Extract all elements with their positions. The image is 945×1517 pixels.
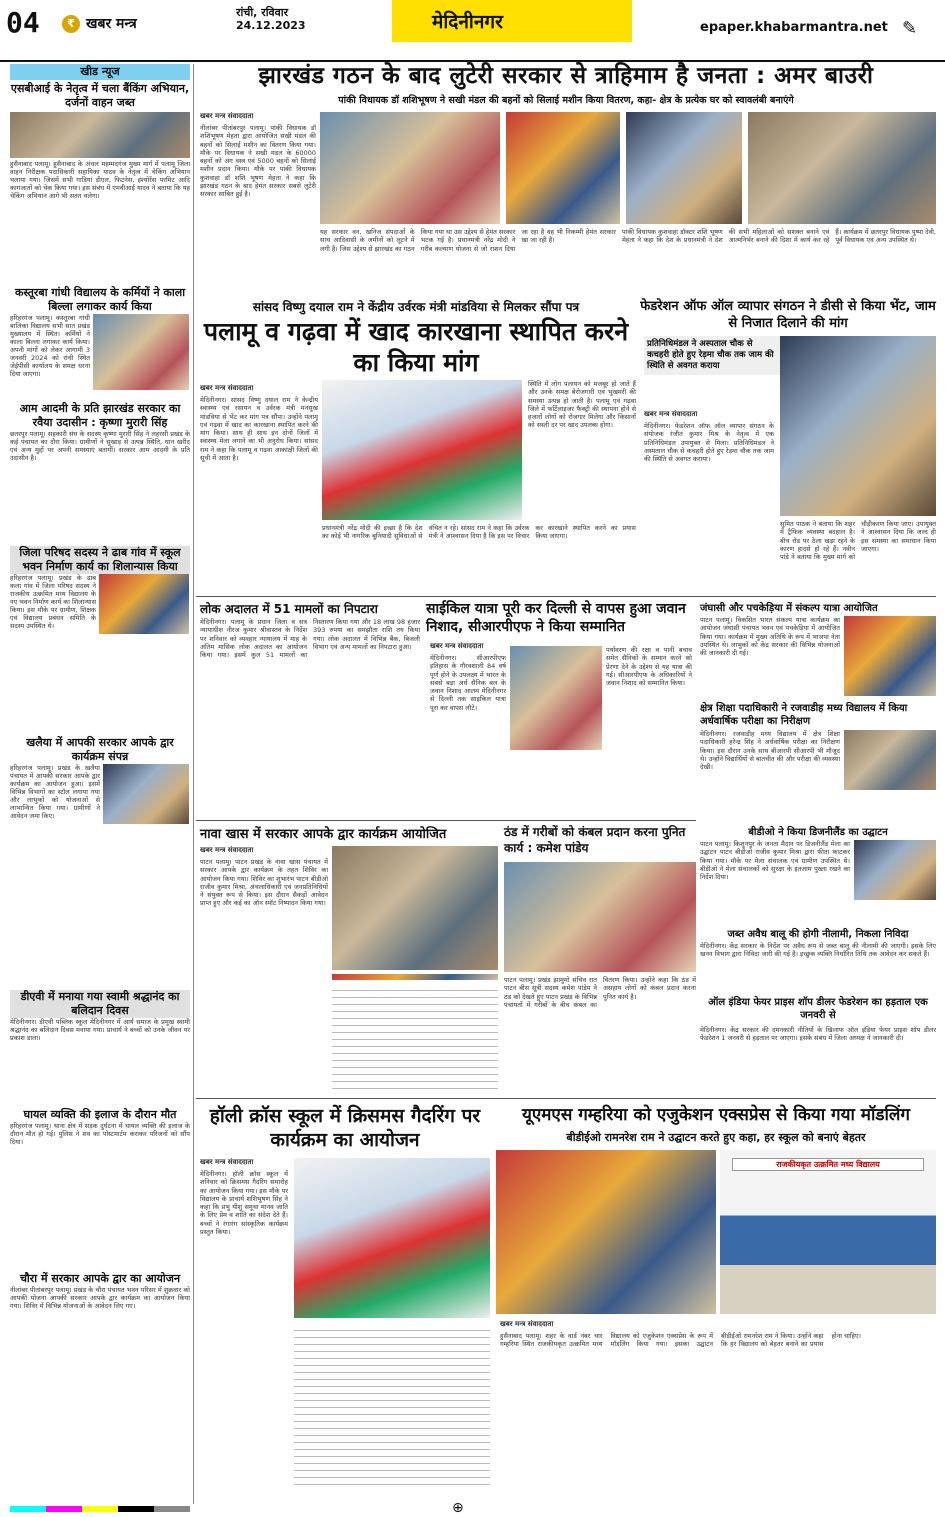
photo (99, 574, 189, 634)
traders-body-2: सुमित पाठक ने बताया कि शहर में ट्रैफिक व्यवस्था बदहाल है। बीच रोड पर ठेला खड़ा रहने के कारण हादसे हो रहे हैं। नवीन पांडे ने बताया कि मुख्य मार्ग को चौड़ीकरण किया जाए। उपायुक्त ने आश्वासन दिया कि जल्द ही इस समस्या का समाधान किया जाएगा। (780, 520, 936, 562)
byline: खबर मन्त्र संवाददाता (200, 384, 254, 392)
section-title: मेदिनीनगर (392, 0, 632, 42)
date: 24.12.2023 (236, 19, 306, 32)
column-rule (193, 64, 194, 1504)
divider (196, 1098, 936, 1099)
body: हुसैनाबाद पलामू। हुसैनाबाद के अंचल महम्मदगंज मुख्य मार्ग में पलामू जिला वाहन निरीक्षक पदाधिकारी सहायिका यादव के नेतृत्व में चेकिंग अभियान चलाया गया। जिसमें सभी गाड़ियां डीएल, फिटनेस, इंश्योरेंस परमिट आदि कागजातों को चेक किया गया। इस संबंध में एमवीआई यादव ने बताया कि यह चेकिंग अभियान आगे भी सतत चलेगा। (10, 160, 190, 200)
left-story-3 (10, 402, 190, 542)
page-number: 04 (6, 6, 40, 39)
school-sign: राजकीयकृत उत्क्रमित मध्य विद्यालय (732, 1158, 924, 1171)
top-photo-3 (626, 112, 742, 224)
blanket-headline: ठंड में गरीबों को कंबल प्रदान करना पुनित कार्य : कमेश पांडेय (504, 825, 686, 855)
court-body: मेदिनीनगर। पलामू के प्रधान जिला व सत्र न्यायाधीश नीरज कुमार श्रीवास्तव के निर्देश पर शनिवार को व्यवहार न्यायालय में माह के अंतिम मासिक लोक अदालत का आयोजन किया गया। इसमें कुल 51 मामलों का निस्तारण किया गया और 18 लाख 98 हजार 393 रुपया का समझौता राशि तय किया गया। लोक अदालत में विभिन्न बैंक, बिजली विभाग एवं अन्य मामलों का निपटारा हुआ। (200, 618, 420, 660)
byline: खबर मन्त्र संवाददाता (430, 642, 484, 650)
photo (93, 314, 189, 390)
modelling-photo-2 (720, 1150, 936, 1314)
fertilizer-body-3: प्रधानमंत्री नरेंद्र मोदी की इच्छा है कि देश का कोई भी नागरिक बुनियादी सुविधाओं से वंचित न रहे। सांसद राम ने कहा कि उर्वरक मंत्री ने आश्वासन दिया है कि इस पर विचार कर कारखाने स्थापित करने का प्रयास किया जाएगा। (322, 524, 636, 541)
cycle-photo (510, 646, 602, 750)
left-story-2 (10, 286, 190, 398)
camp-photo-2 (332, 974, 498, 980)
fertilizer-body-2: स्थिति में लोग पलायन को मजबूर हो जाते हैं और उनके समक्ष बेरोजगारी एवं भुखमरी की समस्या उत्पन्न हो जाती है। पलामू एवं गढ़वा जिले में फर्टिलाइजर फैक्ट्री की स्थापना होने से हजारों लोगों को रोजगार मिलेगा और किसानों को सस्ती दर पर खाद उपलब्ध होगा। (528, 380, 636, 430)
body: हरिहरगंज पलामू। कस्तूरबा गांधी बालिका विद्यालय सभी सात प्रखंड मुख्यालय में स्थित। कर्मियों ने काला बिल्ला लगाकर कार्य किया। अपनी मांगों को लेकर आगामी 3 जनवरी 2024 को रांची स्थित जेईपीसी कार्यालय के समक्ष धरना दिया जाएगा। (10, 314, 90, 378)
headline: जिला परिषद सदस्य ने ढाब गांव में स्कूल भवन निर्माण कार्य का शिलान्यास किया (10, 546, 190, 574)
bdo-headline: बीडीओ ने किया डिजनीलैंड का उद्घाटन (748, 827, 888, 838)
bdo-photo (854, 840, 936, 900)
modelling-body: हुसैनाबाद पलामू। शहर के वार्ड नंबर चार गम्हरिया स्थित राजकीयकृत उत्क्रमित मध्य विद्यालय को एजुकेशन एक्सप्रेस के रूप में मॉडलिंग किया गया। इसका उद्घाटन बीडीईओ रामनरेश राम ने किया। उन्होंने कहा कि हर विद्यालय को बेहतर बनाने का प्रयास होना चाहिए। (500, 1332, 861, 1349)
cycle-headline: साईकिल यात्रा पूरी कर दिल्ली से वापस हुआ जवान निशाद, सीआरपीएफ ने किया सम्मानित (426, 601, 686, 635)
christmas-headline: हॉली क्रॉस स्कूल में क्रिसमस गैदरिंग पर कार्यक्रम का आयोजन (209, 1105, 481, 1151)
camp-body: पाटन पलामू। पाटन प्रखंड के नावा खास पंचायत में सरकार आपके द्वार कार्यक्रम के तहत शिविर का आयोजन किया गया। शिविर का शुभारंभ पाटन बीडीओ राजीव कुमार मिश्रा, अंचलाधिकारी एवं जनप्रतिनिधियों ने संयुक्त रूप से किया। इस दौरान सैकड़ों आवेदन प्राप्त हुए और कई का ऑन स्पॉट निष्पादन किया गया। (200, 858, 328, 908)
sand-headline: जब्त अवैध बालू की होगी नीलामी, निकला निविदा (727, 929, 909, 940)
top-photo-2 (506, 112, 620, 224)
traders-photo (780, 336, 936, 516)
headline: घायल व्यक्ति की इलाज के दौरान मौत (23, 1108, 177, 1121)
headline: डीएवी में मनाया गया स्वामी श्रद्धानंद का बलिदान दिवस (10, 990, 190, 1018)
paper-logo (62, 14, 137, 33)
top-strip-headline: पांकी विधायक डॉ शशिभूषण ने सखी मंडल की बहनों को सिलाई मशीन किया वितरण, कहा- क्षेत्र के प्रत्येक घर को स्वावलंबी बनाएंगे (338, 95, 794, 106)
masthead (0, 0, 945, 62)
blanket-body: पाटन पलामू। प्रखंड झामुमो संचिव रात पाटन बीस सूत्री सदस्य कमेश पांडेय ने ठंड को देखते हुए पाटन प्रखंड के विभिन्न पंचायतों में गरीबों के बीच कंबल का वितरण किया। उन्होंने कहा कि ठंड में असहाय लोगों को कंबल प्रदान करना पुनित कार्य है। (504, 976, 696, 1009)
exam-body: मेदिनीनगर। रजवाडीह मध्य विद्यालय में क्षेत्र शिक्षा पदाधिकारी हरेन्द्र सिंह ने अर्धवार्षिक परीक्षा का निरीक्षण किया। इस दौरान उनके साथ बीआरपी सीआरपी भी मौजूद थे। उन्होंने विद्यार्थियों से बातचीत की और परीक्षा की व्यवस्था देखी। (700, 730, 840, 772)
cycle-body-2: पर्यावरण की रक्षा व पानी बचाव समेत सैनिकों के सम्मान करने को प्रेरणा देने के उद्देश्य से यह यात्रा की गई। सीआरपीएफ के अधिकारियों ने जवान निशाद को सम्मानित किया। (606, 646, 692, 688)
top-photo-1 (320, 112, 500, 224)
camp-photo (332, 846, 498, 970)
strike-headline: ऑल इंडिया फेयर प्राइस शॉप डीलर फेडरेशन का हड़ताल एक जनवरी से (708, 997, 928, 1021)
left-story-1 (10, 82, 190, 282)
byline: खबर मन्त्र संवाददाता (500, 1320, 554, 1328)
bdo-body: पाटन पलामू। किशुनपुर के जनता मैदान पर डिजनीलैंड मेला का उद्घाटन पाटन बीडीओ राजीव कुमार मिश्रा द्वारा फीता काटकर किया गया। मौके पर मेला संचालक एवं ग्रामीण उपस्थित थे। बीडीओ ने मेला संचालकों को सुरक्षा के इंतजाम पुख्ता रखने का निर्देश दिया। (700, 840, 850, 882)
byline: खबर मन्त्र संवाददाता (200, 112, 254, 120)
divider (196, 820, 696, 821)
fertilizer-headline: पलामू व गढ़वा में खाद कारखाना स्थापित करने का किया मांग (203, 317, 629, 377)
yatra-body: पाटन पलामू। विकसित भारत संकल्प यात्रा कार्यक्रम का आयोजन जंघासी पंचायत भवन एवं पचकेड़िया में आयोजित किया गया। कार्यक्रम में मुख्य अतिथि के रूप में भाजपा नेता उपस्थित थे। लाभुकों को केंद्र सरकार की विभिन्न योजनाओं की जानकारी दी गई। (700, 616, 840, 658)
modelling-subhead: बीडीईओ रामनरेश राम ने उद्घाटन करते हुए कहा, हर स्कूल को बनाएं बेहतर (566, 1131, 866, 1144)
color-bar (10, 1506, 190, 1512)
yatra-photo (844, 616, 936, 696)
body: हरिहरगंज पलामू। थाना क्षेत्र में सड़क दुर्घटना में घायल व्यक्ति की इलाज के दौरान मौत हो गई। पुलिस ने शव का पोस्टमार्टम कराकर परिजनों को सौंप दिया। (10, 1122, 190, 1146)
website-link[interactable]: epaper.khabarmantra.net (700, 20, 888, 35)
left-story-6 (10, 990, 190, 1100)
left-column-tag: खीड न्यूज (10, 64, 190, 80)
court-headline: लोक अदालत में 51 मामलों का निपटारा (200, 602, 378, 616)
left-story-4 (10, 546, 190, 732)
top-photo-4 (748, 112, 936, 224)
top-story-body-2: यह सरकार वन, खनिज संपदाओं के साथ आदिवासी के जमीनों को लूटने में लगी है। जिस उद्देश्य से झारखंड का गठन किया गया था उस उद्देश्य से हेमंत सरकार भटक गई है। प्रधानमंत्री नरेंद्र मोदी ने गरीब कल्याण योजना से जो राशन दिया जा रहा है वह भी निकम्मी हेमंत सरकार खा जा रही है। (320, 228, 616, 253)
yatra-headline: जंघासी और पचकेड़िया में संकल्प यात्रा आयोजित (700, 603, 878, 614)
christmas-body: मेदिनीनगर। हॉली क्रॉस स्कूल में शनिवार को क्रिसमस गैदरिंग समारोह का आयोजन किया गया। इस मौके पर विद्यालय के प्राचार्य शशिभूषण सिंह ने कहा कि प्रभु यीशु समूचा मानव जाति के लिए प्रेम व शांति का संदेश देते हैं। बच्चों ने रंगारंग सांस्कृतिक कार्यक्रम प्रस्तुत किया। (200, 1170, 288, 1237)
body: हरिहरगंज पलामू। प्रखंड के ढाब कला गांव में जिला परिषद सदस्य ने राजकीय उत्क्रमित मध्य विद्यालय के नए भवन निर्माण कार्य का शिलान्यास किया। इस मौके पर ग्रामीण, शिक्षक एवं विद्यालय प्रबंधन समिति के सदस्य उपस्थित थे। (10, 574, 96, 630)
left-story-5 (10, 736, 190, 986)
headline: आम आदमी के प्रति झारखंड सरकार का रवैया उदासीन : कृष्णा मुरारी सिंह (19, 402, 181, 429)
christmas-body-cont (294, 1324, 490, 1490)
modelling-headline: यूएमएस गम्हरिया को एजुकेशन एक्सप्रेस से किया गया मॉडलिंग (522, 1105, 910, 1125)
body: नीलांबर पीतांबरपुर पलामू। प्रखंड के चौरा पंचायत भवन परिसर में शुक्रवार को आपकी योजना आपकी सरकार आपके द्वार कार्यक्रम का आयोजन किया गया। शिविर में विभिन्न योजनाओं के आवेदन लिए गए। (10, 1286, 190, 1310)
dateline (236, 6, 306, 32)
fertilizer-kicker: सांसद विष्णु दयाल राम ने केंद्रीय उर्वरक मंत्री मांडविया से मिलकर सौंपा पत्र (252, 300, 580, 314)
pen-icon: ✎ (902, 18, 918, 39)
byline: खबर मन्त्र संवाददाता (644, 410, 698, 418)
body: छतरपुर पलामू। सहकारी संघ के सदस्य कृष्णा मुरारी सिंह ने लहरसी प्रखंड के कई पंचायत का दौरा किया। ग्रामीणों ने सुखाड़ से उत्पन्न स्थिति, धान खरीद एवं अन्य मुद्दों पर अपनी समस्याएं बतायीं। सरकार आम आदमी के प्रति उदासीन है। (10, 430, 190, 462)
left-story-8 (10, 1272, 190, 1502)
city: रांची, रविवार (236, 6, 289, 19)
body: मेदिनीनगर। डीएवी पब्लिक स्कूल मेदिनीनगर में आर्य समाज के प्रमुख स्वामी श्रद्धानंद का बलिदान दिवस मनाया गया। प्राचार्य ने बच्चों को उनके जीवन पर प्रकाश डाला। (10, 1018, 190, 1042)
photo (103, 764, 189, 824)
top-story-body-3: पांकी विधायक कुशवाहा डॉक्टर शशि भूषण मेहता ने कहा कि देश के प्रधानमंत्री ने देश की सभी महिलाओं को सशक्त बनाने एवं आत्मनिर्भर बनाने की दिशा में कार्य कर रहे हैं। कार्यक्रम में छतरपुर विधायक पुष्पा देवी, पूर्व विधायक एवं अन्य उपस्थित थे। (622, 228, 936, 245)
byline: खबर मन्त्र संवाददाता (200, 1158, 254, 1166)
headline: खलैया में आपकी सरकार आपके द्वार कार्यक्रम संपन्न (26, 736, 174, 763)
fertilizer-photo (322, 380, 522, 520)
headline: चौरा में सरकार आपके द्वार का आयोजन (19, 1272, 181, 1285)
headline: कस्तूरबा गांधी विद्यालय के कर्मियों ने काला बिल्ला लगाकर कार्य किया (14, 286, 186, 313)
fertilizer-body-1: मेदिनीनगर। सांसद विष्णु दयाल राम ने केन्द्रीय स्वास्थ्य एवं रसायन व उर्वरक मंत्री मनसुख मांडविया से भेंट कर मांग पत्र सौंपा। उन्होंने पलामू एवं गढ़वा में खाद का कारखाना स्थापित करने की मांग किया। साथ ही साथ इन दोनों जिलों में स्वास्थ्य मेला लगाने का भी अनुरोध किया। सांसद राम ने कहा कि पलामू व गढ़वा आकांक्षी जिलों की सूची में आता है। (200, 396, 318, 463)
traders-headline: फेडरेशन ऑफ ऑल व्यापार संगठन ने डीसी से किया भेंट, जाम से निजात दिलाने की मांग (640, 299, 936, 331)
blanket-photo (504, 862, 696, 972)
modelling-photo-1 (496, 1150, 716, 1314)
byline: खबर मन्त्र संवाददाता (200, 846, 254, 854)
logo-icon: ₹ (62, 15, 80, 33)
traders-body-1: मेदिनीनगर। फेडरेशन ऑफ ऑल व्यापार संगठन के संयोजक रंजीत कुमार मिश्र के नेतृत्व में एक प्रतिनिधिमंडल उपायुक्त से मिला। प्रतिनिधिमंडल ने अस्पताल चौक से कचहरी होते हुए रेड़मा चौक तक जाम की स्थिति से अवगत कराया। (644, 422, 774, 464)
top-banner-headline: झारखंड गठन के बाद लुटेरी सरकार से त्राहिमाम है जनता : अमर बाउरी (258, 63, 874, 89)
camp-headline: नावा खास में सरकार आपके द्वार कार्यक्रम आयोजित (200, 827, 447, 842)
divider (196, 596, 936, 597)
cycle-body-1: मेदिनीनगर। सीआरपीएफ इतिहास के गौरवशाली 84 वर्ष पूर्ण होने के उपलक्ष्य में भारत के सबसे बड़ा अर्ध सैनिक बल के जवान निशाद आलम मेदिनीनगर से दिल्ली तक साइकिल यात्रा पूरा कर वापस लौटे। (430, 654, 506, 712)
left-story-7 (10, 1108, 190, 1268)
strike-body: मेदिनीनगर। केंद्र सरकार की दमनकारी नीतियों के खिलाफ ऑल इंडिया फेयर प्राइस शॉप डीलर फेडरेशन 1 जनवरी से हड़ताल पर जाएगा। इसके संबंध में जिला अध्यक्ष ने जानकारी दी। (700, 1026, 936, 1043)
body: हरिहरगंज पलामू। प्रखंड के खलैया पंचायत में आपकी सरकार आपके द्वार कार्यक्रम का आयोजन हुआ। इसमें विभिन्न विभागों का स्टॉल लगाया गया और लाभुकों को योजनाओं से लाभान्वित किया गया। ग्रामीणों ने आवेदन जमा किए। (10, 764, 100, 820)
registration-mark-icon: ⊕ (452, 1500, 464, 1516)
headline: एसबीआई के नेतृत्व में चला बैंकिंग अभियान, दर्जनों वाहन जब्त (10, 82, 190, 109)
sand-body: मेदिनीनगर। केंद्र सरकार के निर्देश पर अवैध रूप से जब्त बालू की नीलामी की जाएगी। इसके लिए खनन विभाग द्वारा निविदा जारी की गई है। इच्छुक व्यक्ति निर्धारित तिथि तक आवेदन कर सकते हैं। (700, 942, 936, 959)
paper-name: खबर मन्त्र (86, 16, 137, 32)
top-story-body-1: नीलांबर पीतांबरपुर पलामू। पांकी विधायक डॉ शशिभूषण मेहता द्वारा आयोजित सखी मंडल की बहनों को सिलाई मशीन का वितरण किया गया। मौके पर विधायक ने सखी मंडल के 60000 बहनों को अंग वस्त्र एवं 5000 बहनों को सिलाई मशीन प्रदान किया। मौके पर पांकी विधायक कुशवाहा डॉ शशि भूषण मेहता ने कहा कि झारखंड गठन के बाद हेमंत सरकार सबसे लुटेरी सरकार साबित हुई है। (200, 124, 316, 199)
exam-photo (844, 730, 936, 790)
camp-body-cont (332, 984, 498, 1094)
christmas-photo (294, 1158, 490, 1318)
exam-headline: क्षेत्र शिक्षा पदाधिकारी ने रजवाडीह मध्य विद्यालय में किया अर्धवार्षिक परीक्षा का निरीक्षण (700, 703, 908, 727)
traders-callout: प्रतिनिधिमंडल ने अस्पताल चौक से कचहरी होते हुए रेड़मा चौक तक जाम की स्थिति से अवगत कराया (644, 336, 780, 375)
photo (10, 112, 190, 158)
